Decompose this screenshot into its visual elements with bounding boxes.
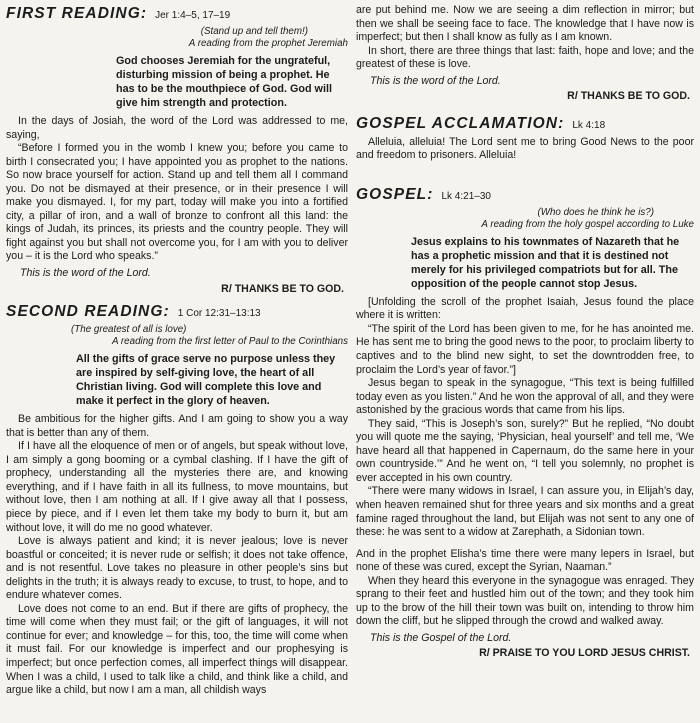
- gospel-response: R/ PRAISE TO YOU LORD JESUS CHRIST.: [479, 647, 690, 660]
- second-reading-summary: All the gifts of grace serve no purpose unless they are inspired by self-giving love, the heart of all Christian living. God will complete this love and make it perfect in the glory of heaven.: [76, 353, 336, 408]
- first-reading-paragraph: “Before I formed you in the womb I knew you; before you came to birth I consecrated you; I have appointed you as prophet to the nations. So now brace yourself for action. Stand up and tell them all I command you. Do not be dismayed at their presence, or in their presence I will make you dismayed. I, for my part, today will make you into a fortified city, a pillar of iron, and a wall of bronze to confront all this land: the kings of Judah, its princes, its priests and the country people. They will fight against you but shall not overcome you, for I am with you to deliver you – it is the Lord who speaks.”: [6, 142, 348, 263]
- gospel-paragraph: Jesus began to speak in the synagogue, “This text is being fulfilled today even as you listen.” And he won the approval of all, and they were astonished by the gracious words that came from his lips.: [356, 377, 694, 417]
- first-reading-summary: God chooses Jeremiah for the ungrateful, disturbing mission of being a prophet. He has to be the mouthpiece of God. God will give him strength and protection.: [116, 54, 332, 109]
- gospel-paragraph: When they heard this everyone in the synagogue was enraged. They sprang to their feet and hustled him out of the town; and they took him up to the brow of the hill their town was built on, intending to throw him down the cliff, but he slipped through the crowd and walked away.: [356, 574, 694, 628]
- second-reading-tagline: (The greatest of all is love): [71, 323, 187, 335]
- first-reading-closing: This is the word of the Lord.: [20, 267, 151, 280]
- acclamation-ref: Lk 4:18: [572, 119, 606, 131]
- acclamation-heading: [356, 114, 694, 134]
- second-reading-source: A reading from the first letter of Paul to the Corinthians: [112, 336, 348, 348]
- acclamation-title: GOSPEL ACCLAMATION:: [356, 114, 565, 132]
- gospel-paragraph: They said, “This is Joseph’s son, surely?” But he replied, “No doubt you will quote me the saying, ‘Physician, heal yourself’ and tell me, ‘We have heard all that happened in Capernaum, do the same here in your own countryside.’” And he went on, “I tell you solemnly, no prophet is ever accepted in his own country.: [356, 417, 694, 484]
- second-reading-heading: [6, 302, 348, 322]
- first-reading-source: A reading from the prophet Jeremiah: [188, 38, 348, 50]
- second-reading-title: SECOND READING:: [6, 303, 170, 321]
- gospel-source: A reading from the holy gospel according to Luke: [481, 219, 694, 231]
- first-reading-title: FIRST READING:: [6, 5, 148, 22]
- second-reading-paragraph: Be ambitious for the higher gifts. And I am going to show you a way that is better than any of them.: [6, 413, 348, 439]
- gospel-paragraph: And in the prophet Elisha’s time there were many lepers in Israel, but none of these was cured, except the Syrian, Naaman.”: [356, 547, 694, 574]
- gospel-paragraph: “There were many widows in Israel, I can assure you, in Elijah’s day, when heaven remained shut for three years and six months and a great famine raged throughout the land, but Elijah was not sent to any one of these: he was sent to a widow at Zarephath, a Sidonian town.: [356, 485, 694, 539]
- gospel-tagline: (Who does he think he is?): [537, 206, 654, 218]
- second-reading-paragraph: are put behind me. Now we are seeing a dim reflection in mirror; but then we shall be seeing face to face. The knowledge that I have now is imperfect; but then I shall know as fully as I am known.: [356, 4, 694, 44]
- second-reading-paragraph: In short, there are three things that last: faith, hope and love; and the greatest of these is love.: [356, 44, 694, 71]
- second-reading-paragraph: If I have all the eloquence of men or of angels, but speak without love, I am simply a gong booming or a cymbal clashing. If I have the gift of prophecy, understanding all the mysteries there are, and knowing everything, and if I have faith in all its fullness, to move mountains, but without love, then I am nothing at all. If I give away all that I possess, piece by piece, and if I even let them take my body to burn it, but am without love, it will do me no good whatever.: [6, 440, 348, 534]
- second-reading-response: R/ THANKS BE TO GOD.: [567, 90, 690, 103]
- gospel-heading: [356, 185, 694, 205]
- gospel-ref: Lk 4:21–30: [441, 190, 491, 202]
- left-column: [6, 4, 348, 698]
- gospel-paragraph: [Unfolding the scroll of the prophet Isaiah, Jesus found the place where it is written:: [356, 295, 694, 322]
- gospel-closing: This is the Gospel of the Lord.: [370, 631, 512, 644]
- gospel-summary: Jesus explains to his townmates of Nazareth that he has a prophetic mission and that it is destined not merely for his privileged compatriots but for all. The opposition of the people cannot stop Jesus.: [411, 235, 680, 290]
- first-reading-response: R/ THANKS BE TO GOD.: [221, 282, 344, 295]
- second-reading-closing: This is the word of the Lord.: [370, 74, 501, 87]
- second-reading-paragraph: Love is always patient and kind; it is never jealous; love is never boastful or conceited; it is never rude or selfish; it does not take offence, and is not resentful. Love takes no pleasure in other people’s sins but delights in the truth; it is always ready to excuse, to trust, to hope, and to endure whatever comes.: [6, 535, 348, 602]
- right-column: [356, 4, 694, 667]
- gospel-paragraph: “The spirit of the Lord has been given to me, for he has anointed me. He has sent me to bring the good news to the poor, to proclaim liberty to captives and to the blind new sight, to set the downtrodden free, to proclaim the Lord’s year of favor.”]: [356, 322, 695, 376]
- second-reading-paragraph: Love does not come to an end. But if there are gifts of prophecy, the time will come when they must fail; or the gift of languages, it will not continue for ever; and knowledge – for this, too, the time will come when it must fail. For our knowledge is imperfect and our prophesying is imperfect; but once perfection comes, all imperfect things will disappear. When I was a child, I used to talk like a child, and think like a child, and argue like a child, but now I am a man, all childish ways: [6, 602, 348, 697]
- first-reading-ref: Jer 1:4–5, 17–19: [155, 10, 231, 21]
- acclamation-text: Alleluia, alleluia! The Lord sent me to bring Good News to the poor and freedom to prisoners. Alleluia!: [356, 135, 694, 162]
- first-reading-heading: [6, 4, 348, 24]
- second-reading-ref: 1 Cor 12:31–13:13: [177, 308, 261, 320]
- first-reading-tagline: (Stand up and tell them!): [200, 25, 308, 37]
- gospel-title: GOSPEL:: [356, 185, 434, 203]
- first-reading-paragraph: In the days of Josiah, the word of the Lord was addressed to me, saying,: [6, 115, 348, 141]
